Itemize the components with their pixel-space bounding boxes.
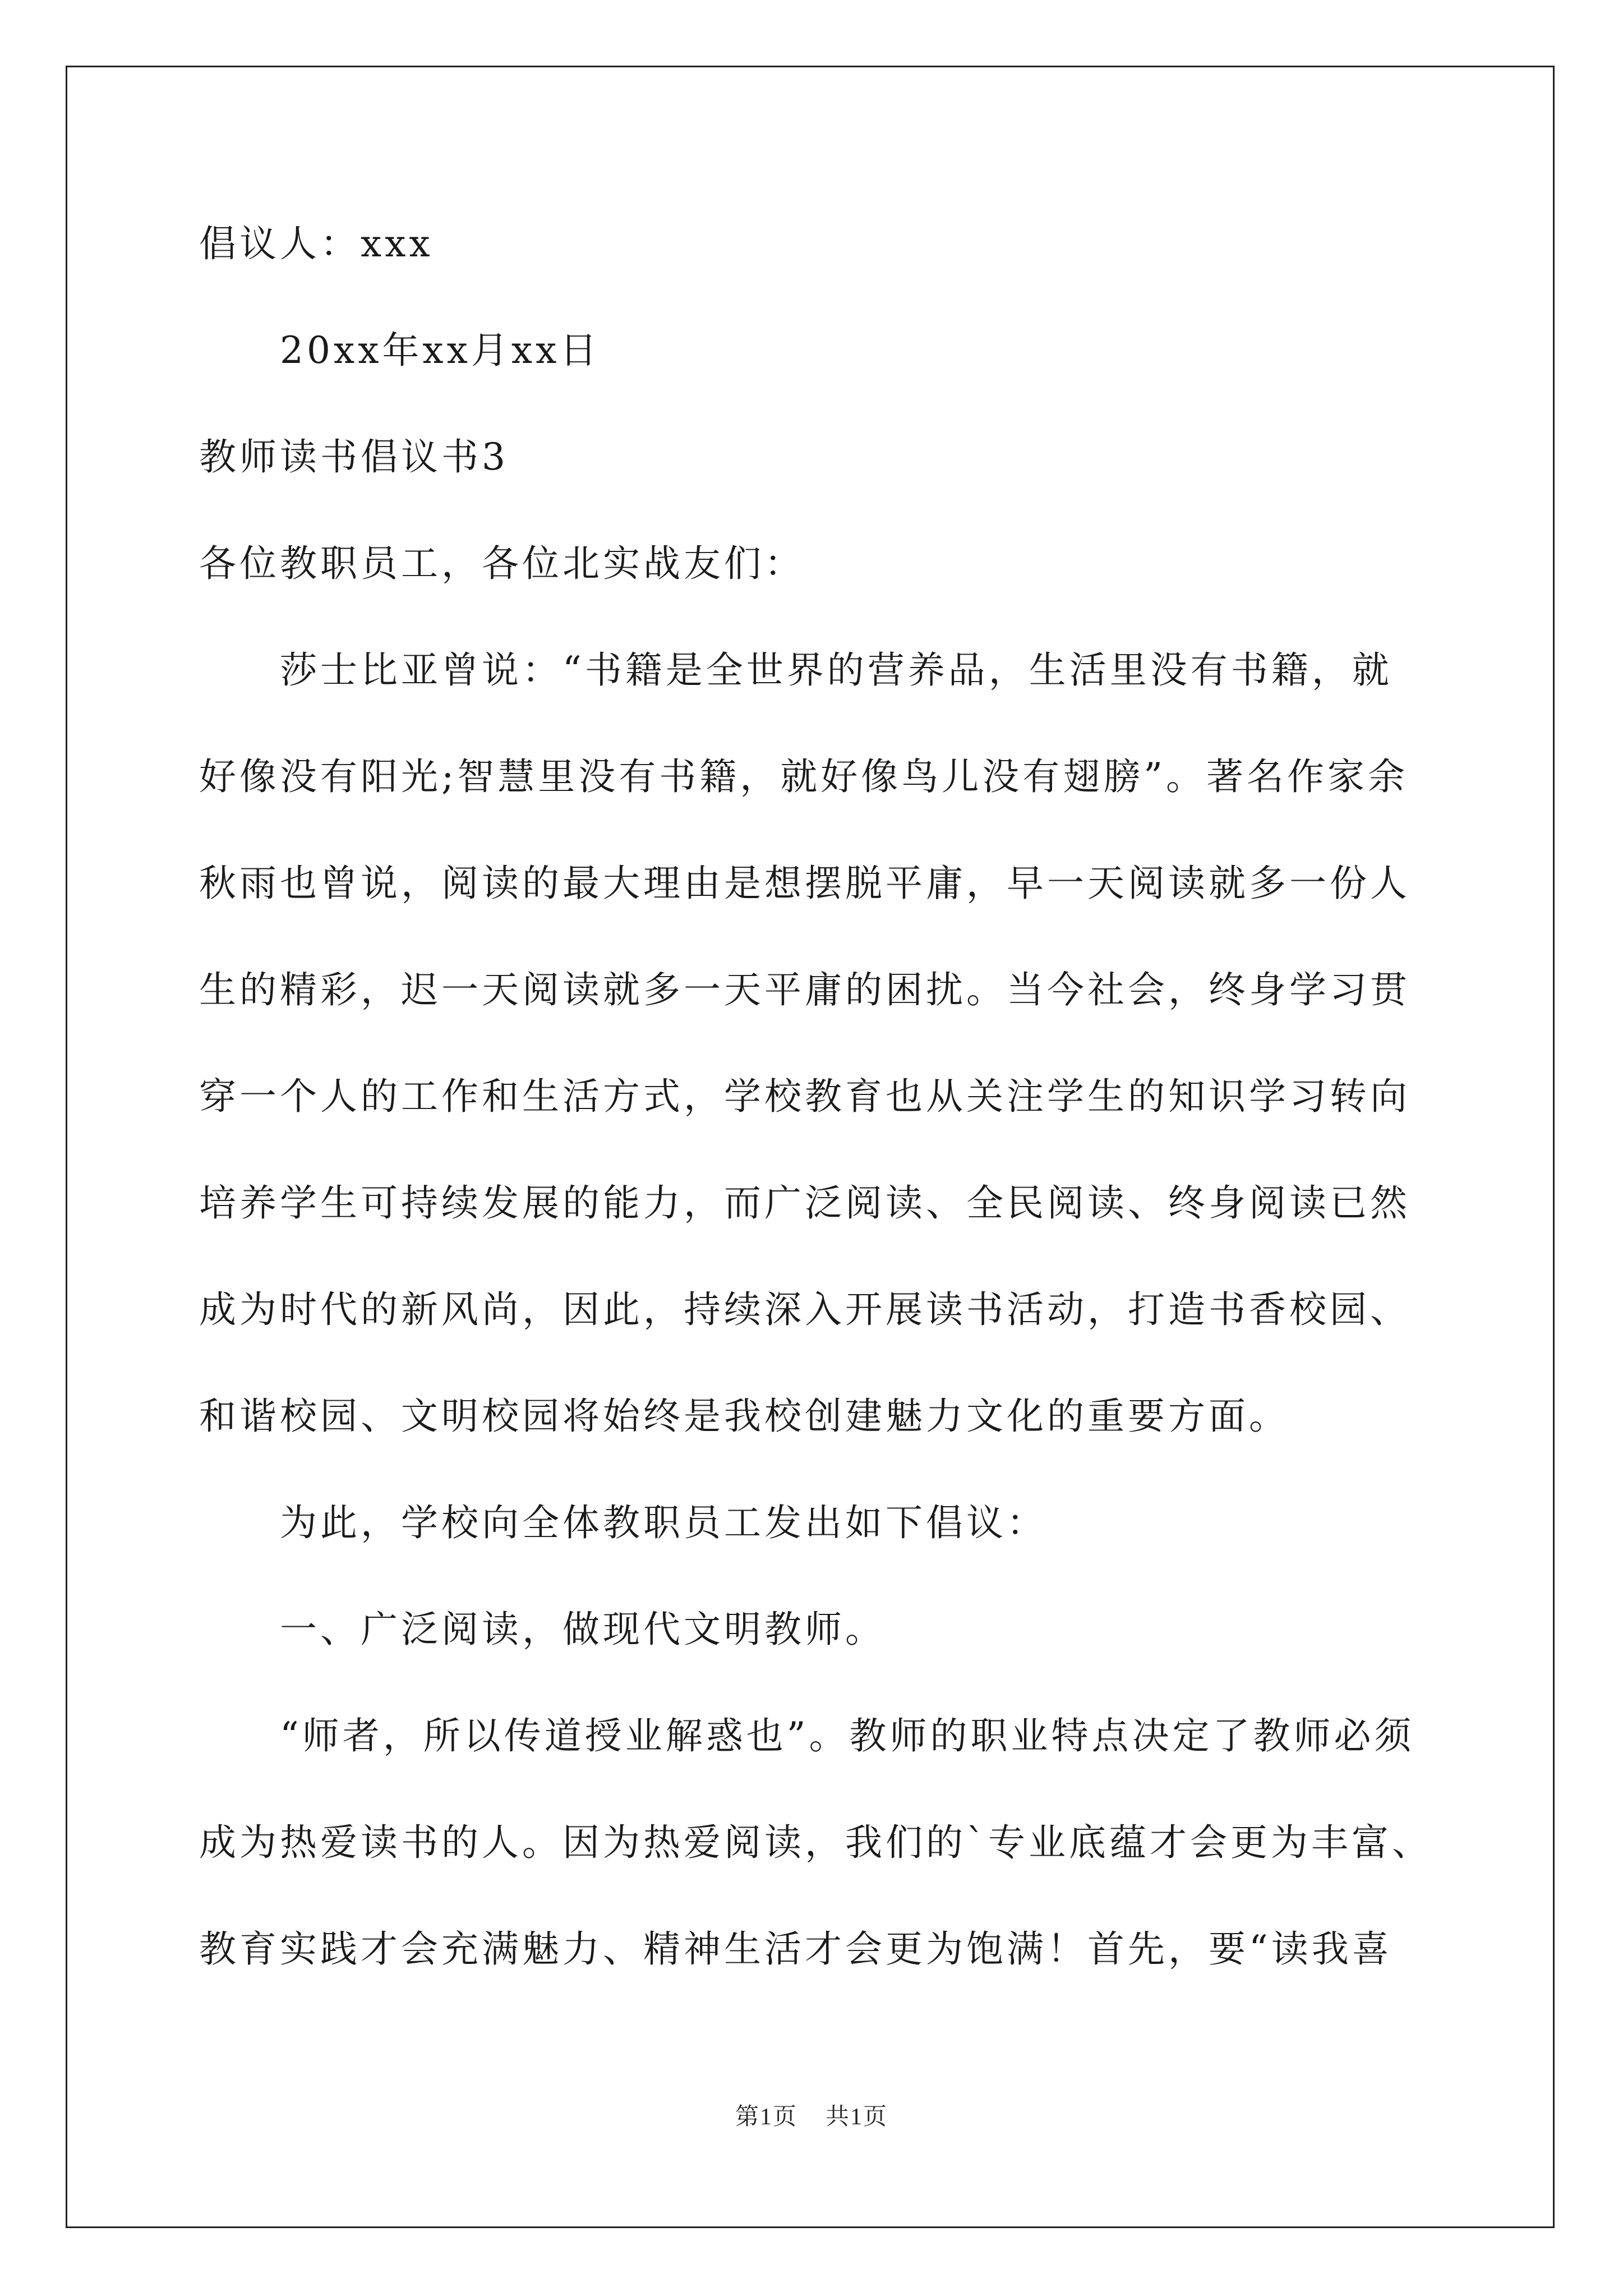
paragraph-line: “师者，所以传道授业解惑也”。教师的职业特点决定了教师必须 [199,1714,1415,1757]
paragraph-line: 教育实践才会充满魅力、精神生活才会更为饱满！首先，要“读我喜 [199,1927,1393,1971]
page-footer [0,2098,1623,2132]
section-title: 教师读书倡议书3 [199,435,509,478]
date-line: 20xx年xx月xx日 [199,329,601,372]
paragraph-line: 成为时代的新风尚，因此，持续深入开展读书活动，打造书香校园、 [199,1288,1410,1331]
paragraph-line: 培养学生可持续发展的能力，而广泛阅读、全民阅读、终身阅读已然 [199,1181,1410,1225]
paragraph-line: 生的精彩，迟一天阅读就多一天平庸的困扰。当今社会，终身学习贯 [199,968,1410,1011]
signatory-line: 倡议人：xxx [199,222,434,265]
paragraph-line: 为此，学校向全体教职员工发出如下倡议： [199,1501,1047,1544]
salutation: 各位教职员工，各位北实战友们： [199,542,805,585]
page-number-current: 第1页 [735,2104,797,2130]
paragraph-line: 穿一个人的工作和生活方式，学校教育也从关注学生的知识学习转向 [199,1075,1410,1118]
page-border [66,66,1555,2228]
paragraph-line: 成为热爱读书的人。因为热爱阅读，我们的`专业底蕴才会更为丰富、 [199,1821,1432,1864]
heading-line: 一、广泛阅读，做现代文明教师。 [199,1608,886,1651]
page-number-total: 共1页 [826,2104,888,2130]
paragraph-line: 好像没有阳光;智慧里没有书籍，就好像鸟儿没有翅膀”。著名作家余 [199,755,1408,798]
paragraph-line: 秋雨也曾说，阅读的最大理由是想摆脱平庸，早一天阅读就多一份人 [199,862,1410,905]
paragraph-line: 和谐校园、文明校园将始终是我校创建魅力文化的重要方面。 [199,1395,1289,1438]
paragraph-line: 莎士比亚曾说：“书籍是全世界的营养品，生活里没有书籍，就 [199,648,1393,692]
